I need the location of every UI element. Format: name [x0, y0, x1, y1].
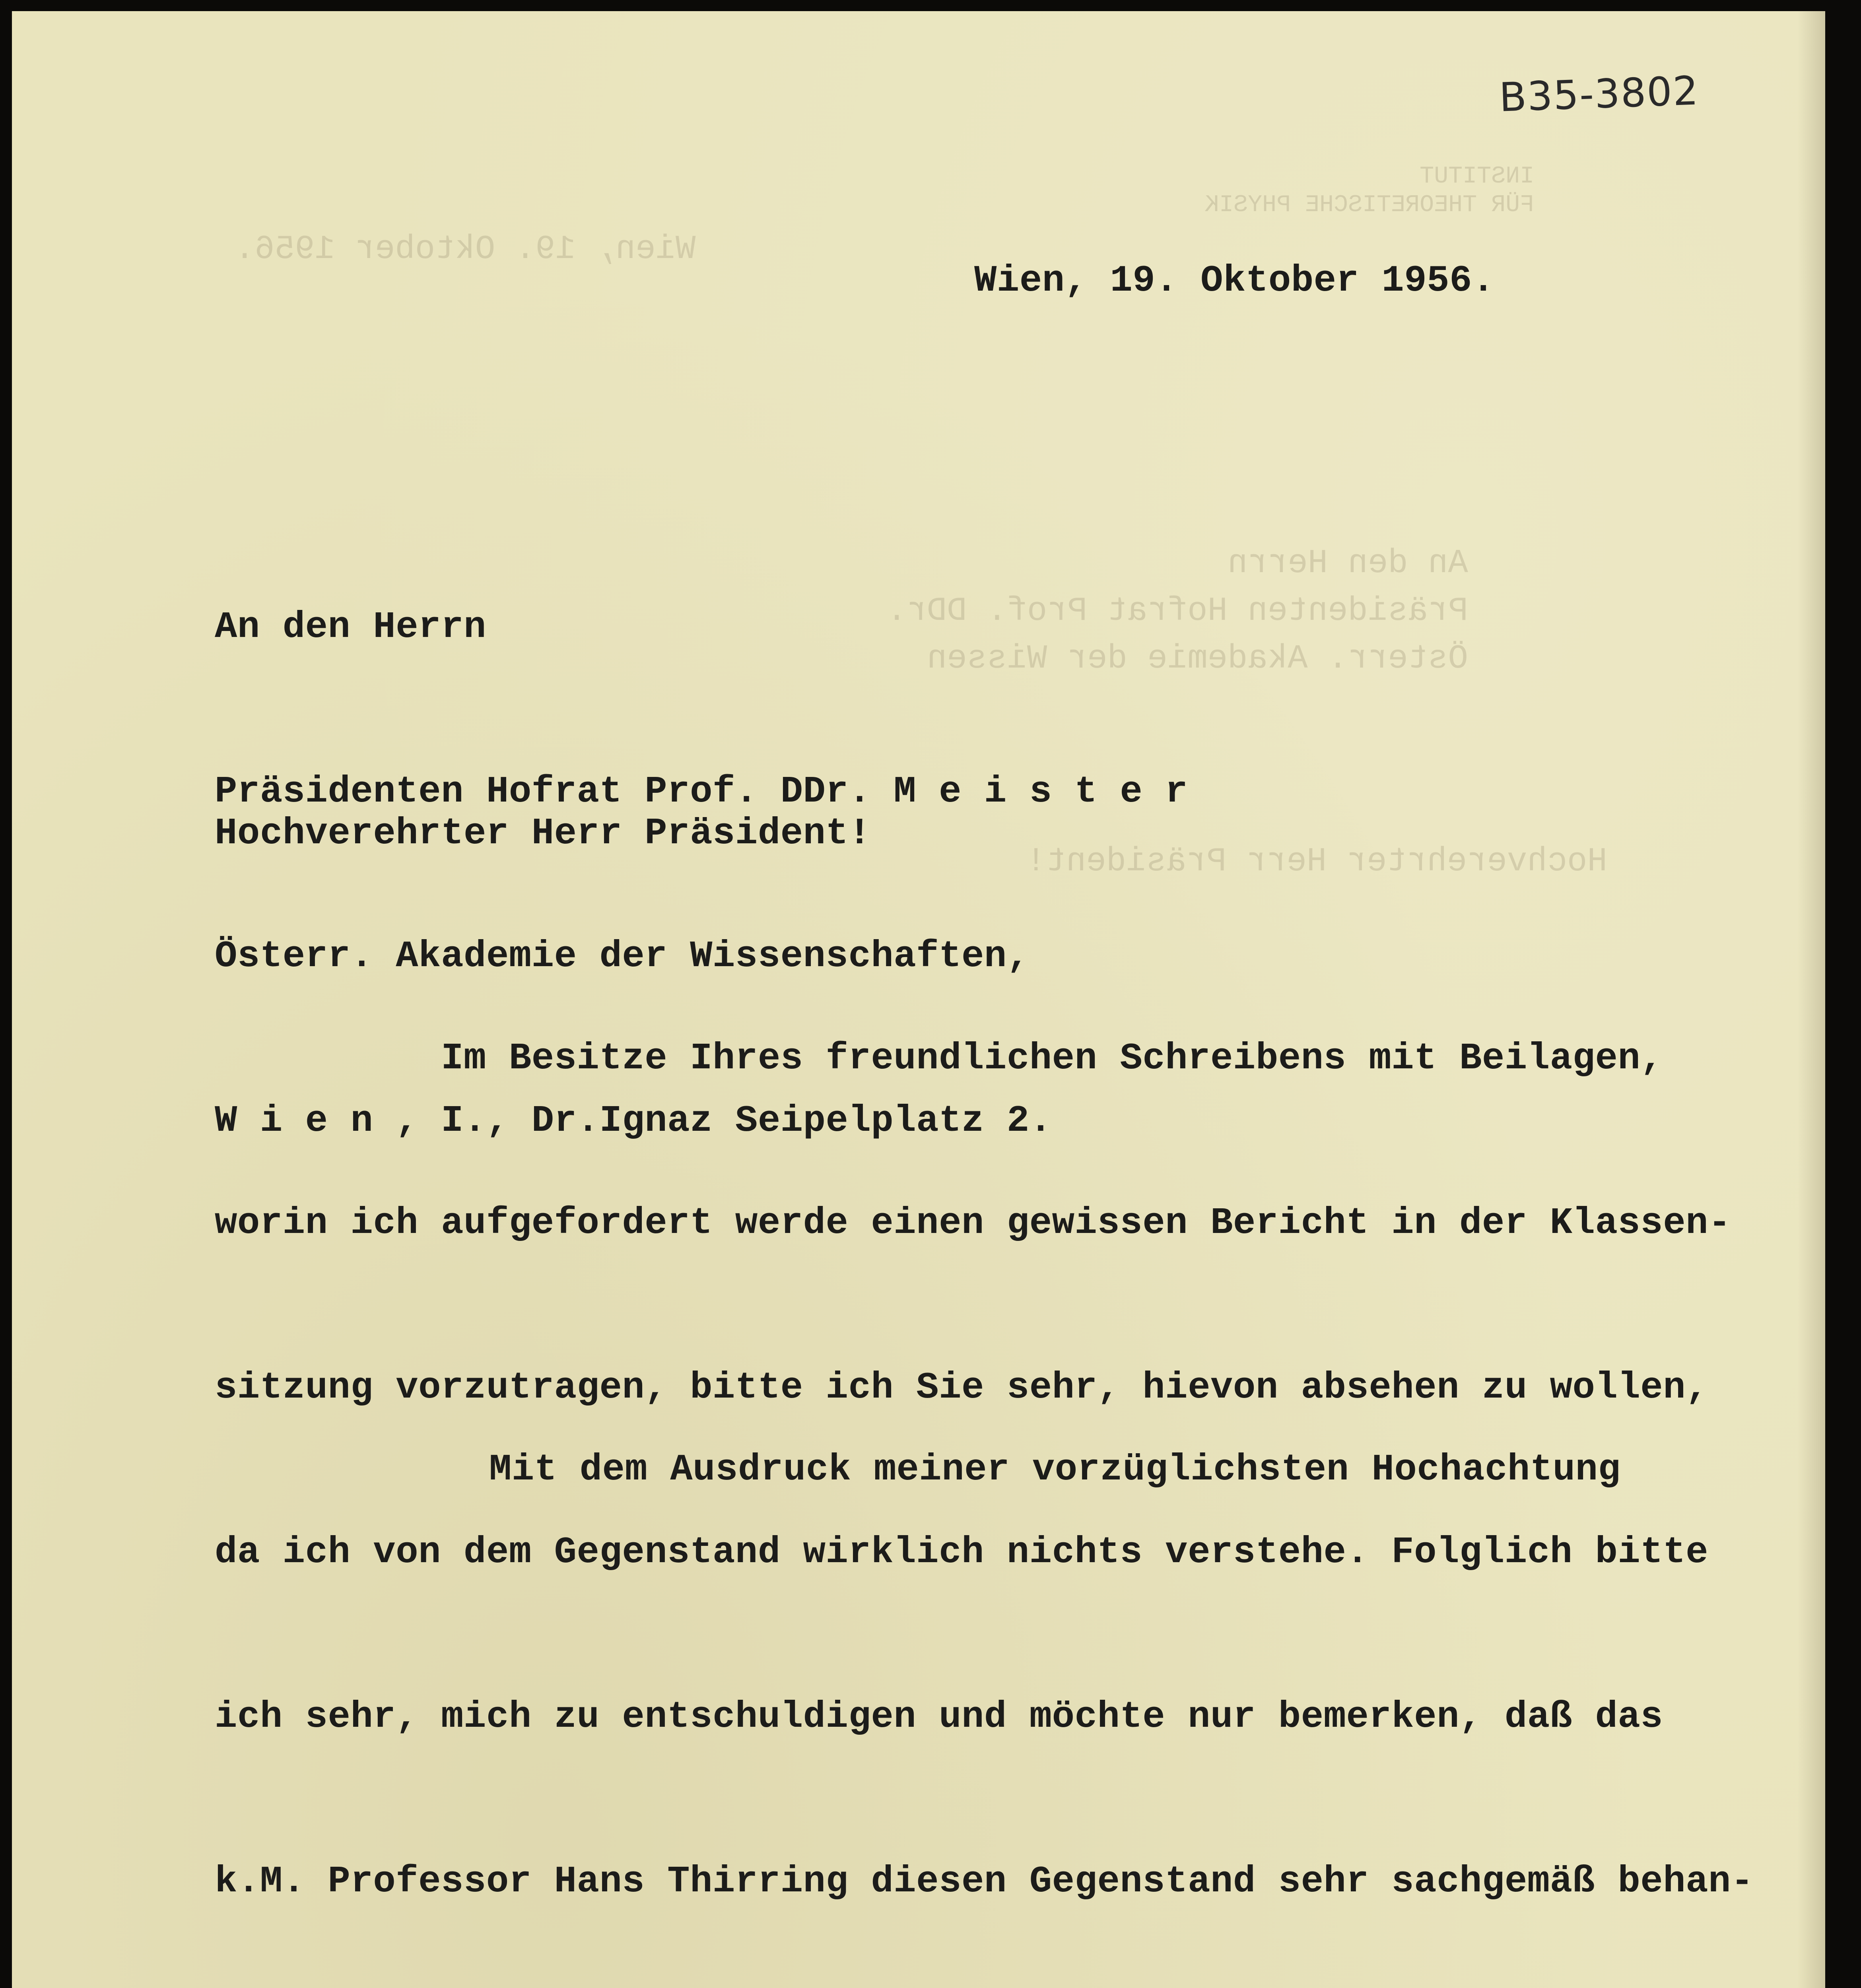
- paper-edge-shadow: [1797, 11, 1825, 1988]
- paper-sheet: [12, 11, 1825, 1988]
- show-through-salutation: Hochverehrter Herr Präsident!: [1026, 843, 1607, 881]
- addressee-line: W i e n , I., Dr.Ignaz Seipelplatz 2.: [215, 1100, 1052, 1142]
- show-through-address: An den Herrn Präsidenten Hofrat Prof. DDr. Österr. Akademie der Wissen: [887, 545, 1468, 678]
- closing-phrase: Mit dem Ausdruck meiner vorzüglichsten Hochachtung: [489, 1449, 1621, 1491]
- salutation: Hochverehrter Herr Präsident!: [215, 813, 871, 855]
- body-line: sitzung vorzutragen, bitte ich Sie sehr, hievon absehen zu wollen,: [215, 1367, 1709, 1409]
- show-through-date: Wien, 19. Oktober 1956.: [235, 231, 696, 268]
- body-line: k.M. Professor Hans Thirring diesen Gegenstand sehr sachgemäß behan-: [215, 1861, 1754, 1903]
- archive-number: B35-3802: [1498, 67, 1700, 121]
- body-line: Im Besitze Ihres freundlichen Schreibens mit Beilagen,: [215, 1038, 1663, 1080]
- body-line: worin ich aufgefordert werde einen gewissen Bericht in der Klassen-: [215, 1202, 1731, 1244]
- body-line: ich sehr, mich zu entschuldigen und möchte nur bemerken, daß das: [215, 1696, 1663, 1738]
- addressee-line: Österr. Akademie der Wissenschaften,: [215, 936, 1030, 978]
- letter-date: Wien, 19. Oktober 1956.: [974, 260, 1495, 302]
- body-line: da ich von dem Gegenstand wirklich nichts verstehe. Folglich bitte: [215, 1532, 1709, 1574]
- show-through-institute: INSTITUT FÜR THEORETISCHE PHYSIK: [1205, 163, 1535, 219]
- addressee-line: An den Herrn: [215, 606, 486, 648]
- addressee-line: Präsidenten Hofrat Prof. DDr. M e i s t e r: [215, 771, 1188, 813]
